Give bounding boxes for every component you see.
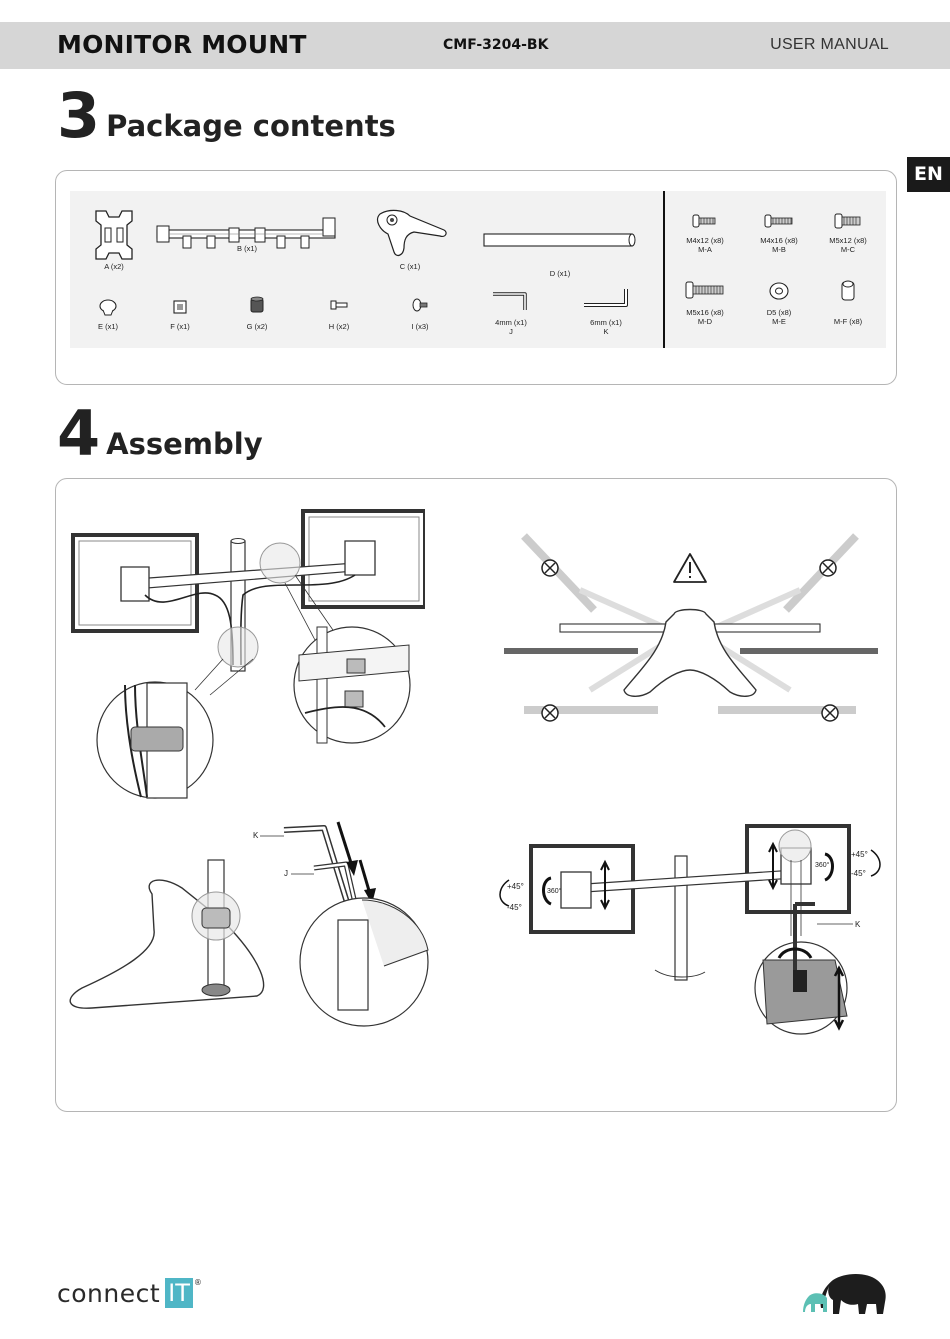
cable-clip-icon — [97, 298, 119, 316]
part-m-e-code: M-E — [772, 317, 786, 326]
section-number: 4 — [57, 397, 101, 470]
part-e — [88, 298, 128, 331]
part-i — [400, 297, 440, 331]
tilt-minus-left-label: -45° — [507, 903, 522, 912]
part-m-c — [823, 212, 873, 254]
part-k-code: K — [603, 327, 609, 336]
language-tab: EN — [907, 157, 950, 192]
part-m-b-size: M4x16 (x8) — [760, 236, 798, 245]
part-m-a-code: M-A — [698, 245, 712, 254]
part-h — [319, 298, 359, 331]
pole-icon — [480, 226, 640, 252]
brand-it: IT — [165, 1278, 193, 1308]
part-g — [237, 296, 277, 331]
screw-m5x16-icon — [683, 280, 727, 300]
model-number: CMF-3204-BK — [443, 37, 549, 53]
part-j — [486, 288, 536, 336]
spacer-icon — [249, 296, 265, 314]
rotation-adjust-illustration — [495, 820, 885, 1045]
rotate-360-left-label: 360° — [547, 888, 562, 895]
base-tightening-illustration — [62, 820, 432, 1030]
section-title: Assembly — [106, 427, 263, 461]
part-f-caption: F (x1) — [170, 322, 190, 331]
brand-word: connect — [57, 1278, 161, 1308]
label-j: J — [284, 869, 288, 878]
part-h-caption: H (x2) — [328, 322, 350, 331]
vesa-plate-icon — [91, 208, 137, 262]
section-title: Package contents — [106, 109, 396, 143]
part-b-caption: B (x1) — [236, 244, 257, 253]
screw-m4x12-icon — [690, 212, 720, 230]
elephants-logo — [803, 1270, 895, 1316]
part-m-b — [754, 212, 804, 254]
section-number: 3 — [57, 79, 101, 152]
part-m-e — [754, 280, 804, 326]
part-m-a-size: M4x12 (x8) — [686, 236, 724, 245]
spacer-sleeve-icon — [839, 278, 857, 304]
screw-m4x16-icon — [762, 212, 796, 230]
part-g-caption: G (x2) — [246, 322, 268, 331]
part-m-b-code: M-B — [772, 245, 786, 254]
part-m-d-size: M5x16 (x8) — [686, 308, 724, 317]
part-m-f — [823, 278, 873, 326]
part-e-caption: E (x1) — [97, 322, 118, 331]
tilt-range-illustration — [500, 530, 880, 725]
registered-mark: ® — [193, 1278, 202, 1287]
brand-logo — [57, 1278, 202, 1308]
bolt-icon — [329, 298, 349, 312]
part-c-caption: C (x1) — [399, 262, 421, 271]
hex-key-small-icon — [489, 288, 533, 314]
part-j-code: J — [509, 327, 513, 336]
hex-key-large-icon — [580, 285, 632, 313]
section-heading-assembly — [57, 397, 263, 470]
part-a-caption: A (x2) — [104, 262, 124, 271]
section-heading-package — [57, 79, 396, 152]
rotate-360-right-label: 360° — [815, 862, 830, 869]
document-title: MONITOR MOUNT — [57, 30, 307, 59]
cable-management-illustration — [65, 505, 425, 805]
part-a — [86, 208, 142, 271]
part-m-f-caption: M-F (x8) — [833, 317, 863, 326]
part-d — [480, 226, 640, 278]
part-j-size: 4mm (x1) — [495, 318, 527, 327]
part-m-e-size: D5 (x8) — [766, 308, 792, 317]
tilt-plus-right-label: +45° — [851, 850, 868, 859]
screw-icon — [411, 297, 429, 313]
part-c — [370, 208, 450, 271]
screw-m5x12-icon — [832, 212, 864, 230]
washer-icon — [767, 280, 791, 302]
tilt-minus-right-label: -45° — [851, 869, 866, 878]
part-d-caption: D (x1) — [549, 269, 571, 278]
cable-holder-icon — [170, 298, 190, 316]
part-m-c-size: M5x12 (x8) — [829, 236, 867, 245]
manual-label: USER MANUAL — [770, 36, 889, 53]
header-bar — [0, 22, 950, 69]
desk-base-icon — [370, 208, 450, 260]
part-f — [160, 298, 200, 331]
part-m-d — [680, 280, 730, 326]
label-k: K — [253, 831, 259, 840]
part-m-d-code: M-D — [697, 317, 713, 326]
part-i-caption: I (x3) — [411, 322, 429, 331]
part-m-a — [680, 212, 730, 254]
label-k-rotation: K — [855, 920, 861, 929]
part-m-c-code: M-C — [840, 245, 856, 254]
part-k-size: 6mm (x1) — [590, 318, 622, 327]
part-k — [578, 285, 634, 336]
part-b — [155, 210, 339, 253]
tilt-plus-left-label: +45° — [507, 882, 524, 891]
parts-divider — [663, 191, 665, 348]
